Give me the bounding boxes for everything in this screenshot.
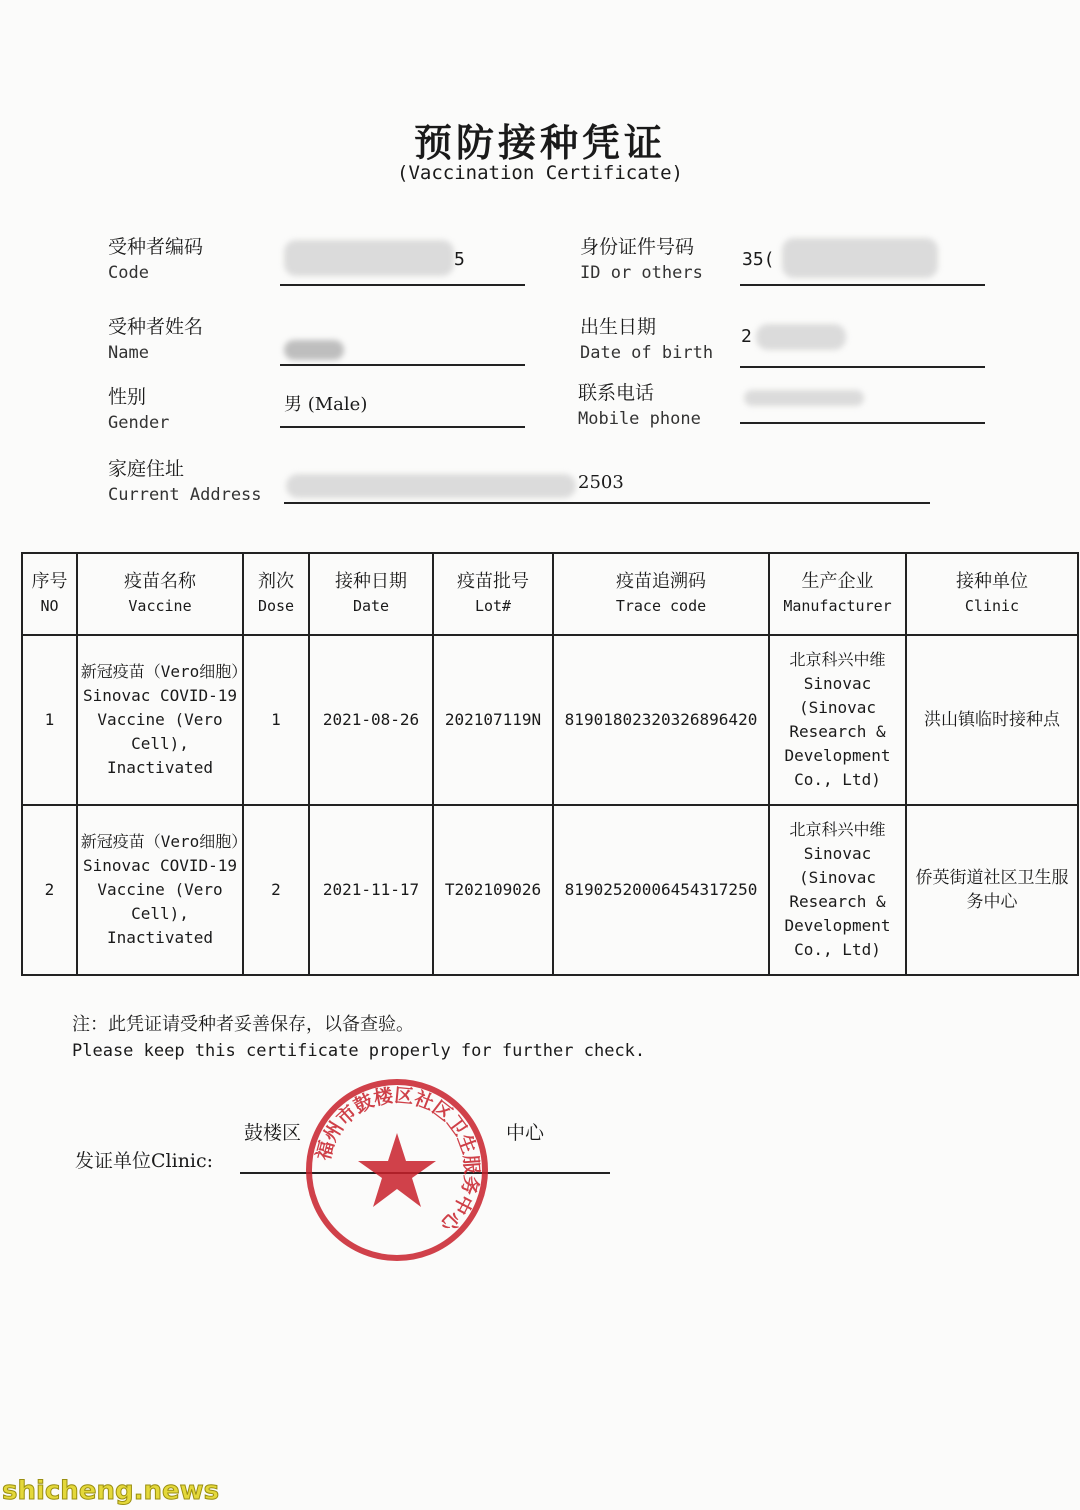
dob-label-en: Date of birth	[580, 343, 714, 363]
seal-text: 福州市鼓楼区社区卫生服务中心	[312, 1084, 483, 1236]
mobile-redaction	[744, 390, 864, 406]
gender-value: 男 (Male)	[284, 394, 368, 415]
mobile-label-en: Mobile phone	[578, 409, 701, 429]
gender-label-cn: 性别	[108, 386, 147, 408]
header-lot-en: Lot#	[474, 597, 512, 615]
code-value: 5	[454, 249, 465, 270]
cell-date: 2021-11-17	[309, 805, 433, 975]
header-lot-cn: 疫苗批号	[457, 571, 529, 592]
note-en: Please keep this certificate properly for further check.	[72, 1041, 646, 1061]
official-seal	[302, 1075, 492, 1265]
name-label	[108, 314, 203, 366]
header-date	[309, 553, 433, 635]
mobile-label	[578, 380, 701, 432]
table-header-row	[22, 553, 1078, 635]
cell-no: 2	[22, 805, 77, 975]
page-subtitle: (Vaccination Certificate)	[397, 162, 683, 184]
id-label-cn: 身份证件号码	[580, 236, 695, 258]
mobile-underline	[740, 422, 985, 424]
address-label	[108, 456, 262, 508]
header-trace	[553, 553, 769, 635]
header-manufacturer	[769, 553, 906, 635]
header-vaccine-en: Vaccine	[128, 597, 192, 615]
table-row	[22, 805, 1078, 975]
issuer-name-suffix: 中心	[506, 1122, 545, 1144]
header-trace-cn: 疫苗追溯码	[616, 571, 706, 592]
issuer-label: 发证单位Clinic:	[75, 1150, 214, 1172]
mobile-label-cn: 联系电话	[578, 382, 655, 404]
header-lot	[433, 553, 553, 635]
header-no-en: NO	[40, 597, 59, 615]
code-redaction	[284, 240, 454, 276]
id-label-en: ID or others	[580, 263, 703, 283]
header-manufacturer-cn: 生产企业	[801, 571, 874, 592]
id-redaction	[782, 238, 938, 278]
cell-vaccine: 新冠疫苗（Vero细胞）Sinovac COVID-19 Vaccine (Vero Cell), Inactivated	[77, 805, 243, 975]
cell-manufacturer: 北京科兴中维 Sinovac (Sinovac Research & Development Co., Ltd)	[769, 805, 906, 975]
cell-trace: 81902520006454317250	[553, 805, 769, 975]
code-label	[108, 234, 203, 286]
cell-vaccine: 新冠疫苗（Vero细胞）Sinovac COVID-19 Vaccine (Vero Cell), Inactivated	[77, 635, 243, 805]
header-clinic	[906, 553, 1078, 635]
seal-star-icon	[358, 1133, 436, 1207]
address-underline	[284, 502, 930, 504]
cell-manufacturer: 北京科兴中维 Sinovac (Sinovac Research & Development Co., Ltd)	[769, 635, 906, 805]
dob-label	[580, 314, 713, 366]
cell-clinic: 侨英街道社区卫生服务中心	[906, 805, 1078, 975]
page-title: 预防接种凭证	[413, 120, 666, 165]
header-no	[22, 553, 77, 635]
dob-label-cn: 出生日期	[580, 316, 657, 338]
cell-dose: 1	[243, 635, 309, 805]
code-underline	[280, 284, 525, 286]
cell-lot: 202107119N	[433, 635, 553, 805]
name-label-en: Name	[108, 343, 149, 363]
header-dose	[243, 553, 309, 635]
header-clinic-cn: 接种单位	[956, 571, 1028, 592]
dob-underline	[740, 366, 985, 368]
cell-dose: 2	[243, 805, 309, 975]
cell-lot: T202109026	[433, 805, 553, 975]
header-dose-en: Dose	[257, 597, 295, 615]
id-underline	[740, 284, 985, 286]
cell-trace: 81901802320326896420	[553, 635, 769, 805]
header-date-en: Date	[352, 597, 390, 615]
header-date-cn: 接种日期	[335, 571, 407, 592]
code-label-cn: 受种者编码	[108, 236, 204, 258]
header-dose-cn: 剂次	[258, 571, 294, 592]
address-redaction	[286, 474, 576, 498]
note-cn: 注：此凭证请受种者妥善保存，以备查验。	[72, 1014, 414, 1035]
header-vaccine	[77, 553, 243, 635]
gender-label-en: Gender	[108, 413, 170, 433]
address-label-en: Current Address	[108, 485, 262, 505]
table-row	[22, 635, 1078, 805]
address-value: 2503	[578, 472, 624, 493]
cell-date: 2021-08-26	[309, 635, 433, 805]
watermark: shicheng.news	[2, 1476, 220, 1506]
code-label-en: Code	[108, 263, 149, 283]
name-label-cn: 受种者姓名	[108, 316, 204, 338]
header-clinic-en: Clinic	[964, 597, 1020, 615]
name-redaction	[284, 340, 344, 360]
header-vaccine-cn: 疫苗名称	[124, 571, 196, 592]
dob-value: 2	[741, 326, 752, 347]
note	[72, 1012, 645, 1064]
gender-label	[108, 384, 169, 436]
address-label-cn: 家庭住址	[108, 458, 185, 480]
issuer-name-prefix: 鼓楼区	[244, 1122, 302, 1144]
name-underline	[280, 364, 525, 366]
gender-underline	[280, 426, 525, 428]
id-value: 35(	[742, 249, 775, 270]
dob-redaction	[756, 324, 846, 350]
header-trace-en: Trace code	[615, 597, 707, 615]
cell-clinic: 洪山镇临时接种点	[906, 635, 1078, 805]
id-label	[580, 234, 703, 286]
header-manufacturer-en: Manufacturer	[783, 597, 892, 615]
vaccination-table	[21, 552, 1079, 976]
header-no-cn: 序号	[31, 571, 68, 592]
cell-no: 1	[22, 635, 77, 805]
